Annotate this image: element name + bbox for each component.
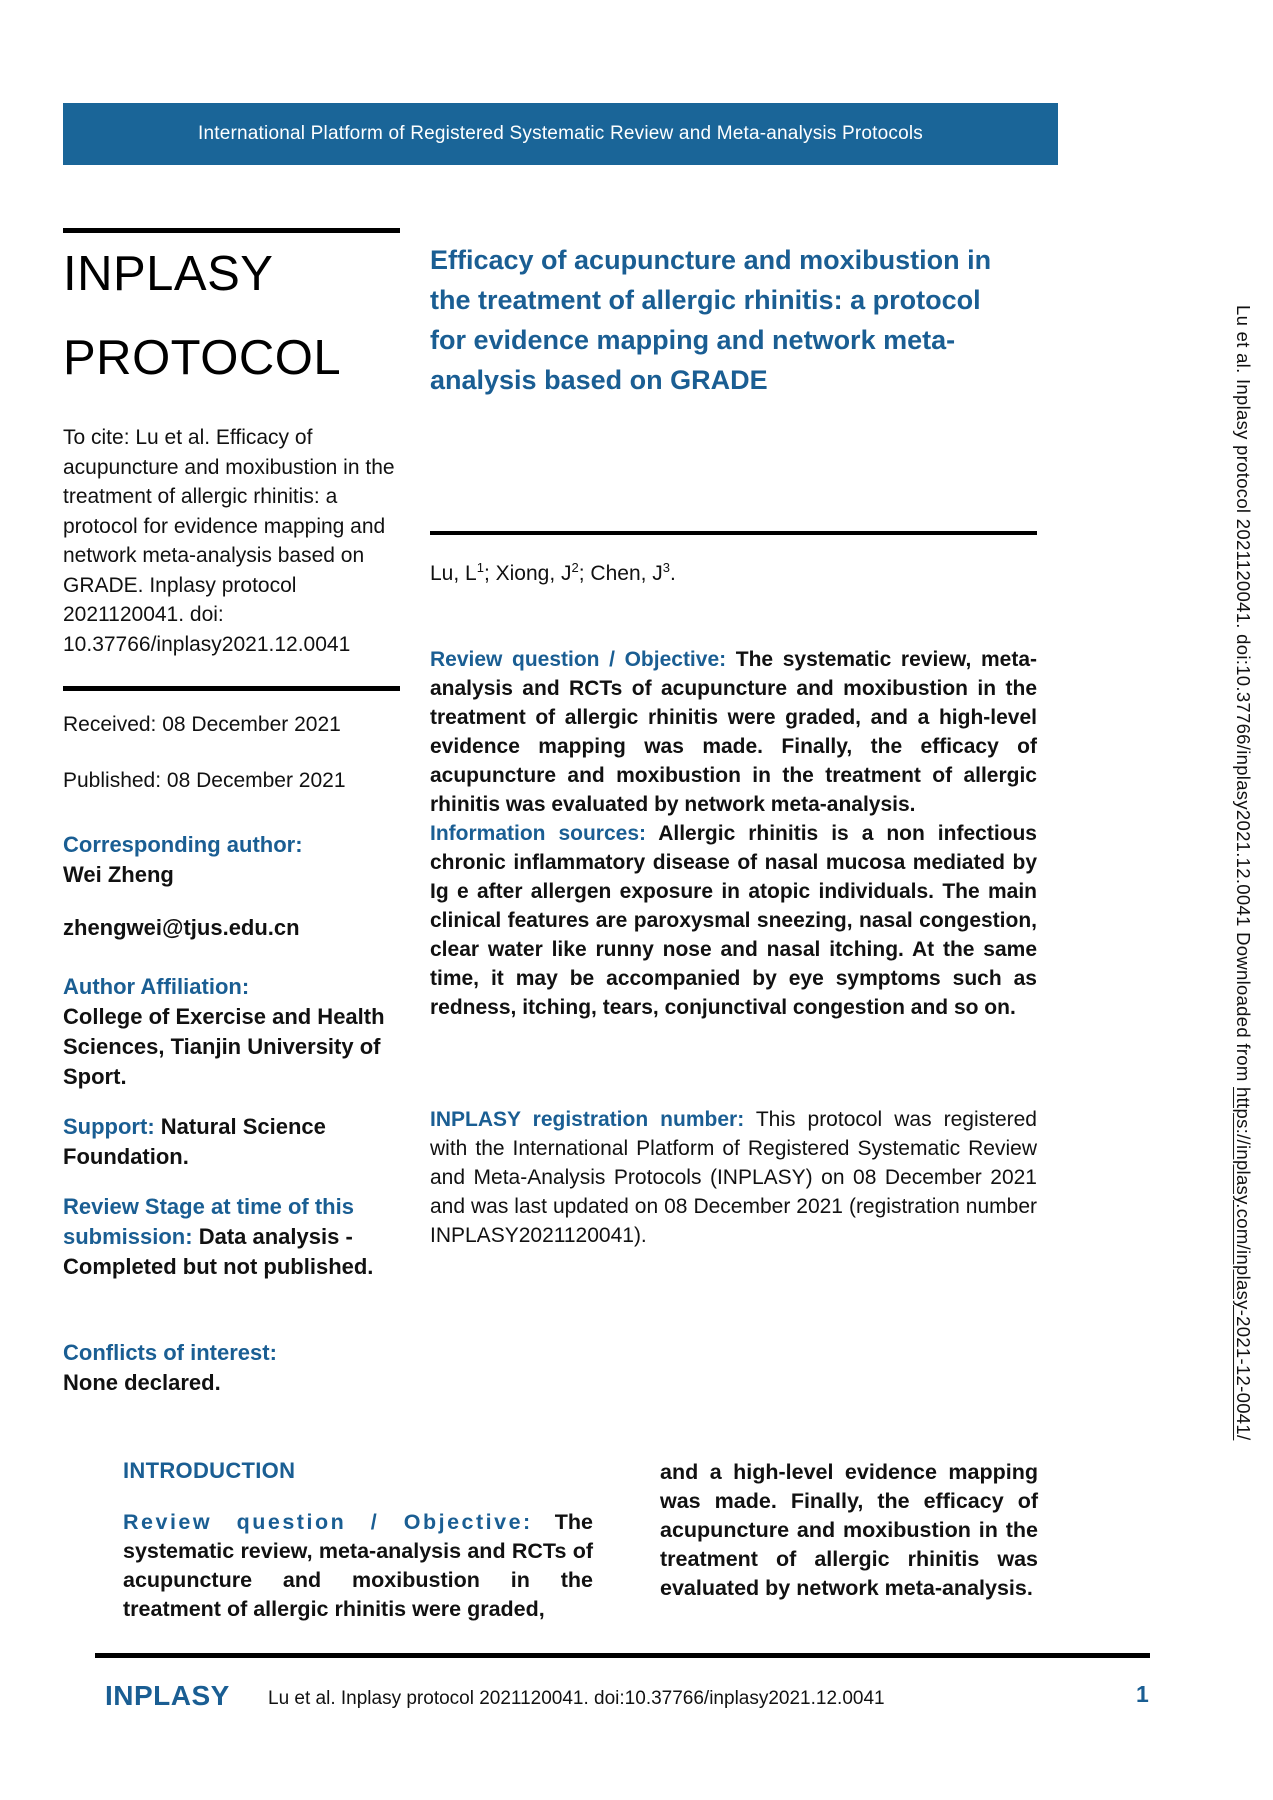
affiliation-block: [63, 972, 400, 1092]
review-stage-label: Review Stage at time of this submission:: [63, 1194, 354, 1249]
introduction-heading: INTRODUCTION: [123, 1458, 296, 1483]
introduction-paragraph-2: and a high-level evidence mapping was made. Finally, the efficacy of acupuncture and moxibustion in the treatment of allergic rhinitis was evaluated by network meta-analysis.: [660, 1460, 1038, 1600]
masthead-line1: INPLASY: [63, 247, 274, 301]
information-sources-body: Allergic rhinitis is a non infectious chronic inflammatory disease of nasal mucosa mediated by Ig e after allergen exposure in atopic individuals. The main clinical features are paroxysmal sneezing, nasal congestion, clear water like runny nose and nasal itching. At the same time, it may be accompanied by eye symptoms such as redness, itching, tears, conjunctival congestion and so on.: [430, 822, 1037, 1019]
divider-left-middle: [63, 686, 400, 691]
author-2-affiliation-mark: 2: [571, 560, 579, 575]
registration-label: INPLASY registration number:: [430, 1108, 745, 1131]
registration-body: This protocol was registered with the International Platform of Registered Systematic Review and Meta-Analysis Protocols (INPLASY) on 08 December 2021 and was last updated on 08 December 2021 (registration number INPLASY2021120041).: [430, 1108, 1037, 1247]
review-objective-label: Review question / Objective:: [430, 648, 727, 671]
introduction-review-label: Review question / Objective:: [123, 1510, 533, 1534]
divider-title: [430, 531, 1037, 535]
platform-banner-title: International Platform of Registered Systematic Review and Meta-analysis Protocols: [198, 123, 923, 144]
information-sources-paragraph: [430, 819, 1037, 1022]
divider-footer: [95, 1653, 1150, 1658]
authors-end: .: [670, 562, 676, 585]
masthead: [63, 232, 400, 400]
review-objective-paragraph: [430, 645, 1037, 819]
review-stage-text: Data analysis - Completed but not published.: [63, 1224, 374, 1279]
corresponding-author-email: zhengwei@tjus.edu.cn: [63, 915, 300, 940]
information-sources-label: Information sources:: [430, 822, 647, 845]
platform-banner: [63, 103, 1058, 165]
footer-page-number: 1: [1136, 1681, 1149, 1707]
sidebar-download-link[interactable]: https://inplasy.com/inplasy-2021-12-0041/: [1233, 1087, 1254, 1441]
article-title: Efficacy of acupuncture and moxibustion in the treatment of allergic rhinitis: a protocol for evidence mapping and network meta-analysis based on GRADE: [430, 245, 992, 395]
sidebar-citation-text: Lu et al. Inplasy protocol 2021120041. doi:10.37766/inplasy2021.12.0041 Downloaded from: [1233, 305, 1254, 1088]
conflicts-text: None declared.: [63, 1370, 221, 1395]
author-1: Lu, L: [430, 562, 477, 585]
author-3: ; Chen, J: [578, 562, 663, 585]
citation-note: To cite: Lu et al. Efficacy of acupuncture and moxibustion in the treatment of allergic rhinitis: a protocol for evidence mapping and network meta-analysis based on GRADE. Inplasy protocol 2021120041. doi: 10.37766/inplasy2021.12.0041: [63, 426, 395, 656]
introduction-column-2: [660, 1458, 1038, 1603]
registration-block: [430, 1105, 1037, 1250]
published-date: Published: 08 December 2021: [63, 769, 346, 792]
affiliation-label: Author Affiliation:: [63, 974, 250, 999]
conflicts-label: Conflicts of interest:: [63, 1340, 277, 1365]
sidebar-running-citation: [1232, 305, 1254, 1625]
introduction-column-1: [123, 1458, 593, 1624]
footer-citation: Lu et al. Inplasy protocol 2021120041. doi:10.37766/inplasy2021.12.0041: [268, 1688, 885, 1709]
received-date: Received: 08 December 2021: [63, 713, 341, 736]
masthead-line2: PROTOCOL: [63, 331, 342, 385]
author-2: ; Xiong, J: [483, 562, 572, 585]
author-3-affiliation-mark: 3: [662, 560, 671, 575]
footer-logo: INPLASY: [105, 1680, 230, 1711]
affiliation-text: College of Exercise and Health Sciences, Tianjin University of Sport.: [63, 1004, 385, 1089]
review-stage-block: [63, 1192, 400, 1282]
registration-paragraph: [430, 1105, 1037, 1250]
review-objective-body: The systematic review, meta-analysis and RCTs of acupuncture and moxibustion in the treatment of allergic rhinitis were graded, and a high-level evidence mapping was made. Finally, the efficacy of acupuncture and moxibustion in the treatment of allergic rhinitis was evaluated by network meta-analysis.: [430, 648, 1038, 816]
support-block: [63, 1112, 400, 1172]
introduction-col1-body: The systematic review, meta-analysis and RCTs of acupuncture and moxibustion in the treatment of allergic rhinitis were graded,: [123, 1510, 593, 1621]
corresponding-author-block: [63, 830, 400, 890]
introduction-paragraph-1: [123, 1508, 593, 1624]
author-1-affiliation-mark: 1: [476, 560, 484, 575]
support-text: Natural Science Foundation.: [63, 1114, 326, 1169]
support-label: Support:: [63, 1114, 155, 1139]
corresponding-author-label: Corresponding author:: [63, 832, 303, 857]
conflicts-block: [63, 1338, 400, 1398]
corresponding-author-name: Wei Zheng: [63, 862, 174, 887]
authors-line: [430, 560, 1037, 586]
abstract-block: [430, 645, 1037, 1022]
